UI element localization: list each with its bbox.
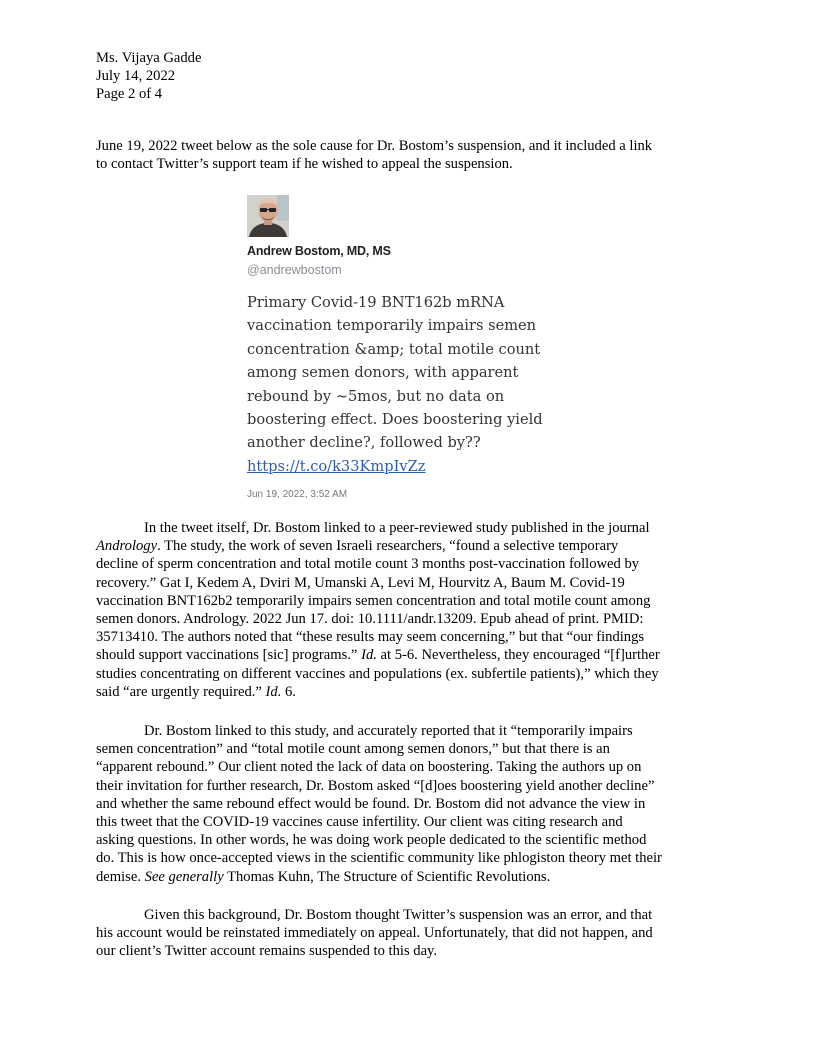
text-line: studies concentrating on different vaccines and populations (ex. subfertile patients),” which they <box>96 665 659 682</box>
letter-header <box>96 49 201 104</box>
body-paragraph-2 <box>96 722 724 886</box>
tweet-text-line: rebound by ~5mos, but no data on <box>247 387 505 405</box>
text-line: demise. See generally Thomas Kuhn, The Structure of Scientific Revolutions. <box>96 868 551 885</box>
tweet-link[interactable]: https://t.co/k33KmpIvZz <box>247 457 426 475</box>
text-line: Andrology. The study, the work of seven Israeli researchers, “found a selective temporary <box>96 538 619 555</box>
tweet-text-line: another decline?, followed by?? <box>247 434 481 452</box>
text-line: and whether the same rebound effect would be found. Dr. Bostom did not advance the view in <box>96 795 646 812</box>
text-line: recovery.” Gat I, Kedem A, Dviri M, Umanski A, Levi M, Hourvitz A, Baum M. Covid-19 <box>96 574 625 591</box>
body-paragraph-1 <box>96 519 724 701</box>
text-line: his account would be reinstated immediately on appeal. Unfortunately, that did not happen, and <box>96 925 653 942</box>
text-line: their invitation for further research, Dr. Bostom asked “[d]oes boostering yield another decline” <box>96 777 655 794</box>
page-number: Page 2 of 4 <box>96 86 163 103</box>
text-line: do. This is how once-accepted views in the scientific community like phlogiston theory met their <box>96 850 662 867</box>
text-line: this tweet that the COVID-19 vaccines cause infertility. Our client was citing research and <box>96 814 623 831</box>
journal-name: Andrology <box>96 538 158 555</box>
text-line: semen concentration” and “total motile count among semen donors,” but that there is an <box>96 741 610 758</box>
tweet-text-line: among semen donors, with apparent <box>247 364 519 382</box>
text-line: Given this background, Dr. Bostom thought Twitter’s suspension was an error, and that <box>144 907 653 923</box>
text-line: decline of sperm concentration and total motile count 3 months post-vaccination followed by <box>96 556 640 573</box>
text-line: said “are urgently required.” Id. 6. <box>96 683 296 700</box>
text-line: our client’s Twitter account remains suspended to this day. <box>96 943 438 960</box>
embedded-tweet <box>247 195 567 500</box>
text-line: semen donors. Andrology. 2022 Jun 17. doi: 10.1111/andr.13209. Epub ahead of print. PMID: <box>96 611 644 628</box>
tweet-author-name: Andrew Bostom, MD, MS <box>247 244 391 258</box>
text-line: should support vaccinations [sic] programs.” Id. at 5-6. Nevertheless, they encouraged “[f]urther <box>96 647 660 664</box>
text-line: 35713410. The authors noted that “these results may seem concerning,” but that “our findings <box>96 629 645 646</box>
tweet-text-line: boostering effect. Does boostering yield <box>247 411 543 429</box>
tweet-text-line: vaccination temporarily impairs semen <box>247 317 537 335</box>
tweet-author-handle: @andrewbostom <box>247 263 342 277</box>
text-line: asking questions. In other words, he was doing work people dedicated to the scientific method <box>96 832 647 849</box>
avatar <box>247 195 289 237</box>
text-line: “apparent rebound.” Our client noted the lack of data on boostering. Taking the authors up on <box>96 759 642 776</box>
body-paragraph-3 <box>96 906 724 961</box>
intro-paragraph <box>96 137 724 173</box>
text-line: In the tweet itself, Dr. Bostom linked to a peer-reviewed study published in the journal <box>144 520 650 536</box>
text-line: June 19, 2022 tweet below as the sole cause for Dr. Bostom’s suspension, and it included a link <box>96 138 653 154</box>
tweet-body <box>247 291 547 478</box>
letter-date: July 14, 2022 <box>96 68 176 85</box>
text-line: vaccination BNT162b2 temporarily impairs semen concentration and total motile count among <box>96 592 651 609</box>
tweet-timestamp: Jun 19, 2022, 3:52 AM <box>247 489 348 500</box>
recipient-name: Ms. Vijaya Gadde <box>96 50 202 66</box>
tweet-text-line: concentration &amp; total motile count <box>247 340 541 358</box>
text-line: to contact Twitter’s support team if he wished to appeal the suspension. <box>96 156 513 173</box>
tweet-text-line: Primary Covid-19 BNT162b mRNA <box>247 294 505 311</box>
text-line: Dr. Bostom linked to this study, and accurately reported that it “temporarily impairs <box>144 723 633 739</box>
